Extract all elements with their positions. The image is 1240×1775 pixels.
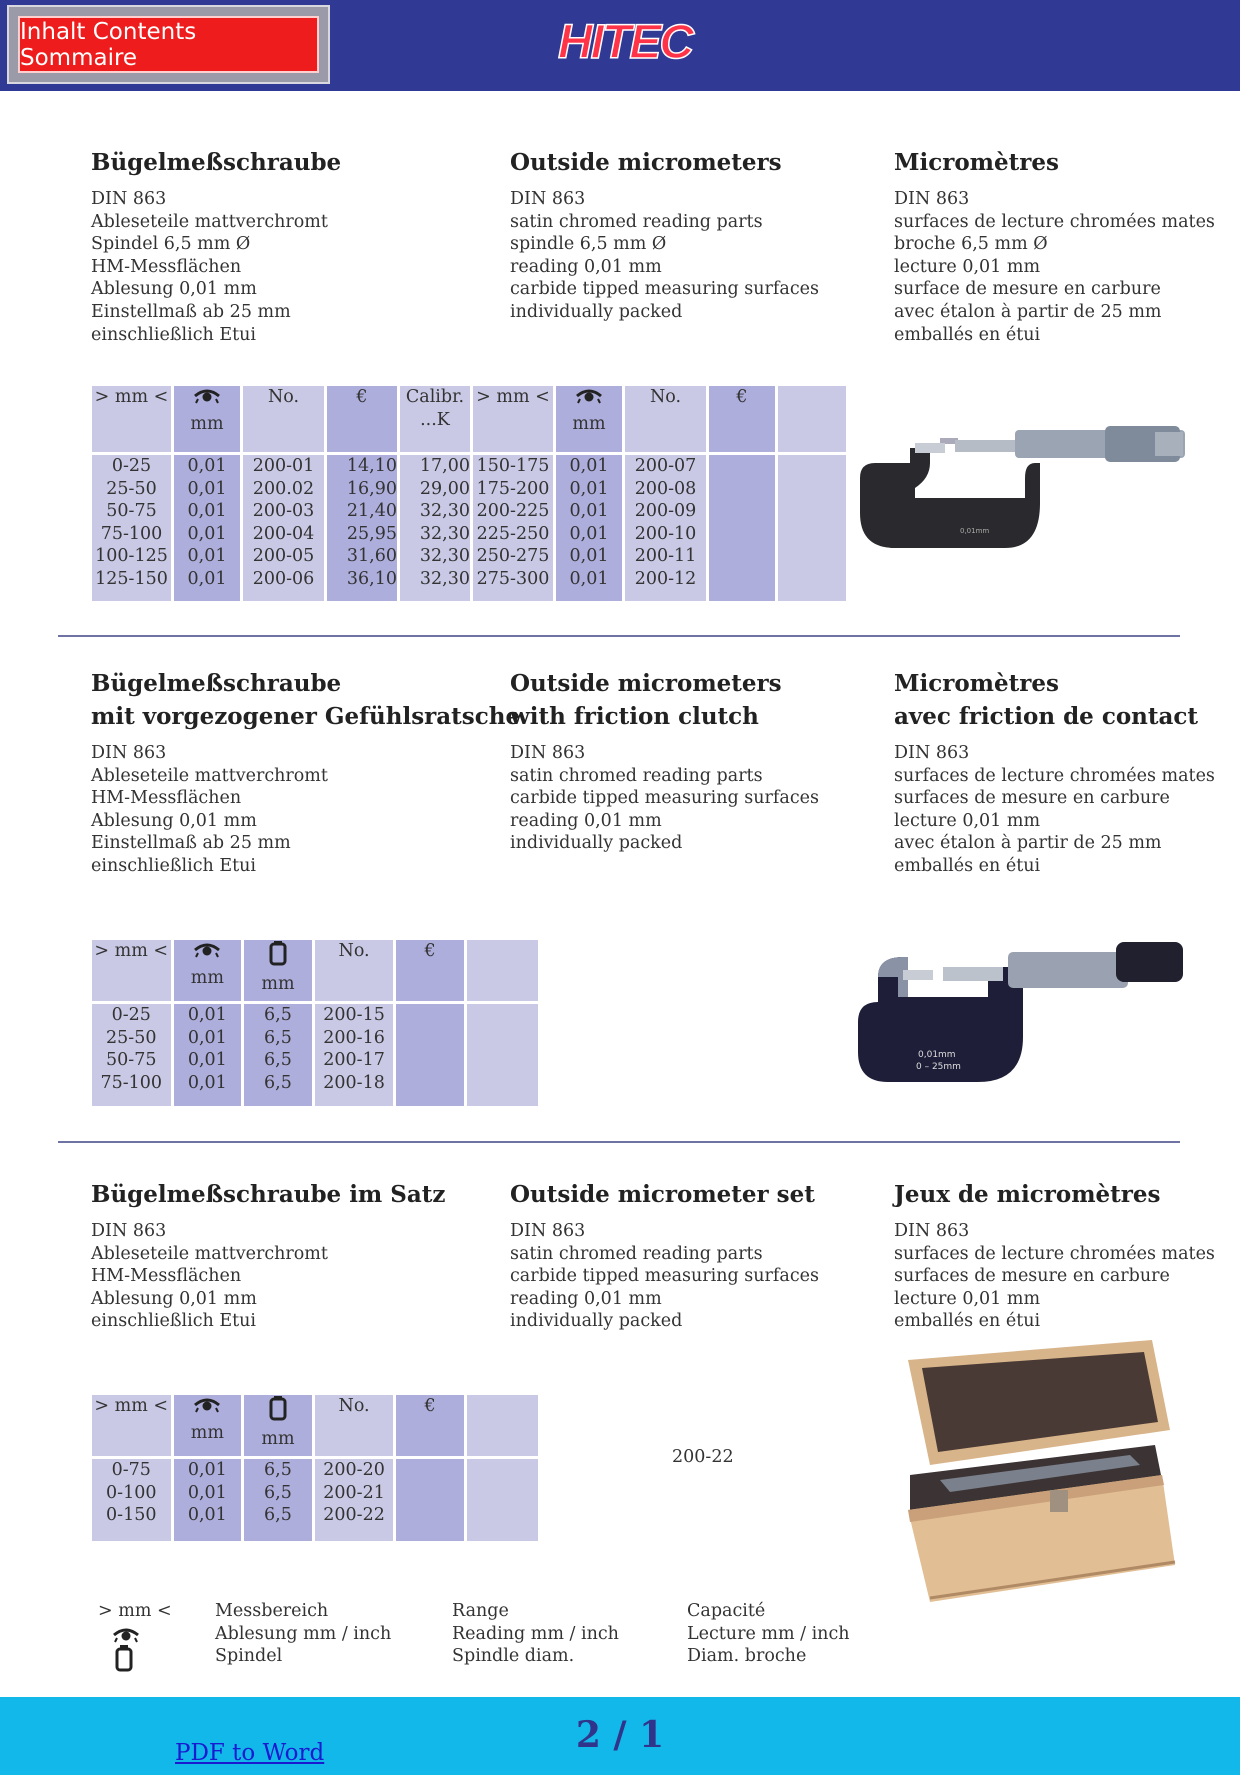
- col-reading: 0,01 0,01 0,01 0,01: [174, 1004, 242, 1106]
- header-reading: mm: [174, 940, 242, 1001]
- header-no: No.: [243, 386, 324, 452]
- image-caption: 200-22: [672, 1447, 734, 1467]
- section3-title-de: Bügelmeßschraube im Satz: [91, 1181, 446, 1208]
- header-no: No.: [315, 1395, 394, 1456]
- page-number: 2 / 1: [575, 1714, 665, 1756]
- micrometer-friction-image: [858, 942, 1183, 1082]
- micrometer-set-case-image: [900, 1340, 1180, 1605]
- legend-range-symbol: > mm <: [98, 1601, 172, 1621]
- col-empty: [778, 455, 846, 601]
- header-empty: [778, 386, 846, 452]
- section3-desc-en: DIN 863 satin chromed reading parts carbide tipped measuring surfaces reading 0,01 mm individually packed: [510, 1221, 819, 1332]
- header-empty: [467, 940, 538, 1001]
- header-range: > mm <: [92, 1395, 171, 1456]
- eye-icon: [193, 386, 221, 406]
- section1-title-de: Bügelmeßschraube: [91, 149, 342, 176]
- header-range-2: > mm <: [473, 386, 553, 452]
- section1-desc-fr: DIN 863 surfaces de lecture chromées mates broche 6,5 mm Ø lecture 0,01 mm surface de mesure en carbure avec étalon à partir de 25 mm emballés en étui: [894, 189, 1215, 345]
- euro-icon: €: [424, 1396, 436, 1416]
- col-price-2: [709, 455, 775, 601]
- section2-title-de: Bügelmeßschraube mit vorgezogener Gefühlsratsche: [91, 670, 521, 730]
- col-spindle: 6,5 6,5 6,5: [244, 1459, 312, 1541]
- header-range: > mm <: [92, 940, 171, 1001]
- header-empty: [467, 1395, 538, 1456]
- eye-icon: [575, 386, 603, 406]
- col-price: [396, 1004, 463, 1106]
- col-range: 0-25 25-50 50-75 75-100 100-125 125-150: [92, 455, 171, 601]
- col-no: 200-15 200-16 200-17 200-18: [315, 1004, 394, 1106]
- eye-icon: [193, 1395, 221, 1415]
- section1-title-fr: Micromètres: [894, 149, 1059, 176]
- legend-de: Messbereich Ablesung mm / inch Spindel: [215, 1601, 392, 1667]
- section1-price-table: [89, 383, 849, 604]
- col-empty: [467, 1004, 538, 1106]
- header-price: [396, 940, 463, 1001]
- col-no: 200-01 200.02 200-03 200-04 200-05 200-06: [243, 455, 324, 601]
- legend-en: Range Reading mm / inch Spindle diam.: [452, 1601, 619, 1667]
- col-range-2: 150-175 175-200 200-225 225-250 250-275 275-300: [473, 455, 553, 601]
- section3-price-table: [89, 1392, 541, 1544]
- eye-icon: [193, 940, 221, 960]
- svg-text:0,01mm: 0,01mm: [960, 527, 990, 535]
- spindle-icon: [268, 940, 288, 966]
- legend-spindle-icon: [114, 1644, 134, 1672]
- svg-text:0 – 25mm: 0 – 25mm: [916, 1062, 961, 1072]
- contents-button[interactable]: [7, 5, 330, 84]
- col-calibr: 17,00 29,00 32,30 32,30 32,30 32,30: [400, 455, 470, 601]
- euro-icon: €: [736, 387, 748, 407]
- svg-text:0,01mm: 0,01mm: [918, 1050, 956, 1060]
- spindle-icon: [268, 1395, 288, 1421]
- section2-price-table: [89, 937, 541, 1109]
- col-range: 0-75 0-100 0-150: [92, 1459, 171, 1541]
- header-reading: mm: [174, 1395, 242, 1456]
- hitec-logo: [550, 14, 700, 70]
- header-price-2: [709, 386, 775, 452]
- header-reading-2: mm: [556, 386, 622, 452]
- section3-desc-de: DIN 863 Ableseteile mattverchromt HM-Messflächen Ablesung 0,01 mm einschließlich Etui: [91, 1221, 328, 1332]
- contents-button-label: Inhalt Contents Sommaire: [18, 16, 319, 73]
- col-price: 14,10 16,90 21,40 25,95 31,60 36,10: [327, 455, 397, 601]
- pdf-to-word-link[interactable]: PDF to Word: [175, 1740, 325, 1766]
- divider: [58, 1141, 1180, 1143]
- euro-icon: €: [424, 941, 436, 961]
- col-spindle: 6,5 6,5 6,5 6,5: [244, 1004, 312, 1106]
- section1-desc-en: DIN 863 satin chromed reading parts spindle 6,5 mm Ø reading 0,01 mm carbide tipped measuring surfaces individually packed: [510, 189, 819, 322]
- col-reading: 0,01 0,01 0,01 0,01 0,01 0,01: [174, 455, 240, 601]
- col-empty: [467, 1459, 538, 1541]
- col-range: 0-25 25-50 50-75 75-100: [92, 1004, 171, 1106]
- header-spindle: mm: [244, 940, 312, 1001]
- section1-desc-de: DIN 863 Ableseteile mattverchromt Spindel 6,5 mm Ø HM-Messflächen Ablesung 0,01 mm Einstellmaß ab 25 mm einschließlich Etui: [91, 189, 328, 345]
- header-spindle: mm: [244, 1395, 312, 1456]
- section2-desc-de: DIN 863 Ableseteile mattverchromt HM-Messflächen Ablesung 0,01 mm Einstellmaß ab 25 mm einschließlich Etui: [91, 743, 328, 876]
- legend-eye-icon: [112, 1625, 140, 1645]
- section3-desc-fr: DIN 863 surfaces de lecture chromées mates surfaces de mesure en carbure lecture 0,01 mm emballés en étui: [894, 1221, 1215, 1332]
- euro-icon: €: [356, 387, 368, 407]
- col-no: 200-20 200-21 200-22: [315, 1459, 394, 1541]
- header-range: > mm <: [92, 386, 171, 452]
- section2-title-fr: Micromètres avec friction de contact: [894, 670, 1199, 730]
- header-reading: mm: [174, 386, 240, 452]
- section2-desc-en: DIN 863 satin chromed reading parts carbide tipped measuring surfaces reading 0,01 mm individually packed: [510, 743, 819, 854]
- col-reading: 0,01 0,01 0,01: [174, 1459, 242, 1541]
- section3-title-fr: Jeux de micromètres: [894, 1181, 1161, 1208]
- section3-title-en: Outside micrometer set: [510, 1181, 815, 1208]
- section2-title-en: Outside micrometers with friction clutch: [510, 670, 782, 730]
- divider: [58, 635, 1180, 637]
- svg-text:HITEC: HITEC: [558, 16, 692, 69]
- col-reading-2: 0,01 0,01 0,01 0,01 0,01 0,01: [556, 455, 622, 601]
- header-calibr: Calibr. ...K: [400, 386, 470, 452]
- col-no-2: 200-07 200-08 200-09 200-10 200-11 200-12: [625, 455, 706, 601]
- legend-fr: Capacité Lecture mm / inch Diam. broche: [687, 1601, 850, 1667]
- section1-title-en: Outside micrometers: [510, 149, 782, 176]
- header-no-2: No.: [625, 386, 706, 452]
- header-price: [327, 386, 397, 452]
- header-price: [396, 1395, 463, 1456]
- section2-desc-fr: DIN 863 surfaces de lecture chromées mates surfaces de mesure en carbure lecture 0,01 mm avec étalon à partir de 25 mm emballés en étui: [894, 743, 1215, 876]
- micrometer-image: [855, 418, 1185, 548]
- header-no: No.: [315, 940, 394, 1001]
- col-price: [396, 1459, 463, 1541]
